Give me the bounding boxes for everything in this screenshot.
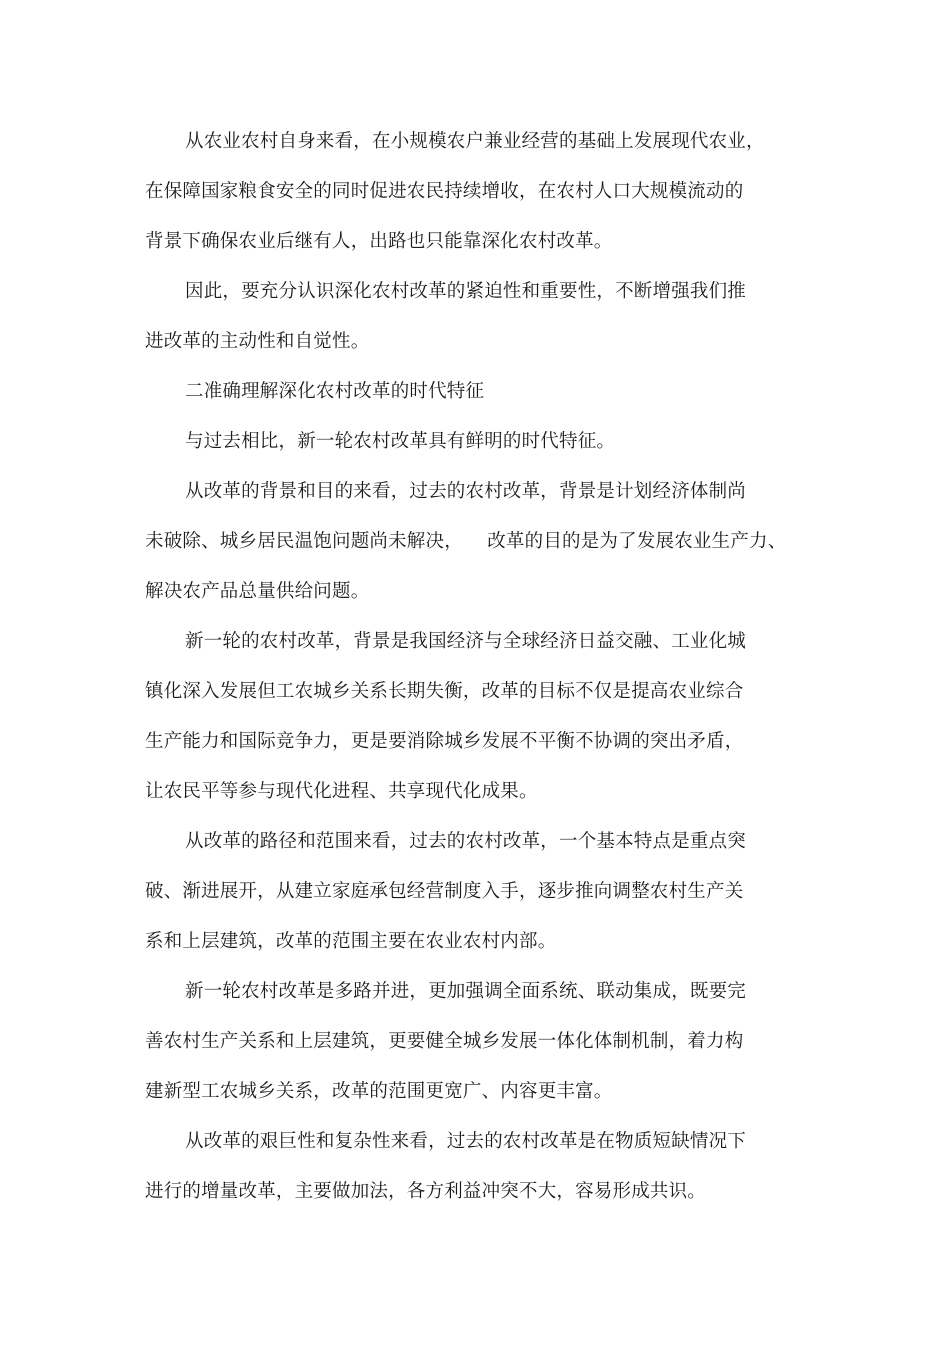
paragraph-line: 背景下确保农业后继有人，出路也只能靠深化农村改革。	[145, 231, 613, 252]
paragraph-line: 镇化深入发展但工农城乡关系长期失衡，改革的目标不仅是提高农业综合	[145, 681, 744, 702]
paragraph-line: 未破除、城乡居民温饱问题尚未解决， 改革的目的是为了发展农业生产力、	[145, 531, 787, 552]
paragraph-line: 建新型工农城乡关系，改革的范围更宽广、内容更丰富。	[145, 1081, 613, 1102]
paragraph-line: 从改革的背景和目的来看，过去的农村改革，背景是计划经济体制尚	[185, 481, 747, 502]
paragraph-line: 新一轮农村改革是多路并进，更加强调全面系统、联动集成，既要完	[185, 981, 747, 1002]
paragraph-line: 进改革的主动性和自觉性。	[145, 331, 370, 352]
paragraph-line: 从改革的路径和范围来看，过去的农村改革，一个基本特点是重点突	[185, 831, 747, 852]
paragraph-line: 让农民平等参与现代化进程、共享现代化成果。	[145, 781, 538, 802]
paragraph-line: 解决农产品总量供给问题。	[145, 581, 370, 602]
paragraph-line: 新一轮的农村改革，背景是我国经济与全球经济日益交融、工业化城	[185, 631, 747, 652]
paragraph-line: 善农村生产关系和上层建筑，更要健全城乡发展一体化体制机制，着力构	[145, 1031, 744, 1052]
paragraph-line: 因此，要充分认识深化农村改革的紧迫性和重要性，不断增强我们推	[185, 281, 747, 302]
section-heading: 二准确理解深化农村改革的时代特征	[185, 381, 485, 402]
paragraph-line: 从改革的艰巨性和复杂性来看，过去的农村改革是在物质短缺情况下	[185, 1131, 747, 1152]
paragraph-line: 进行的增量改革，主要做加法，各方利益冲突不大，容易形成共识。	[145, 1181, 707, 1202]
paragraph-line: 在保障国家粮食安全的同时促进农民持续增收，在农村人口大规模流动的	[145, 181, 744, 202]
paragraph-line: 生产能力和国际竞争力，更是要消除城乡发展不平衡不协调的突出矛盾，	[145, 731, 744, 752]
paragraph-line: 与过去相比，新一轮农村改革具有鲜明的时代特征。	[185, 431, 616, 452]
paragraph-line: 从农业农村自身来看，在小规模农户兼业经营的基础上发展现代农业，	[185, 131, 765, 152]
paragraph-line: 系和上层建筑，改革的范围主要在农业农村内部。	[145, 931, 557, 952]
paragraph-line: 破、渐进展开，从建立家庭承包经营制度入手，逐步推向调整农村生产关	[145, 881, 744, 902]
